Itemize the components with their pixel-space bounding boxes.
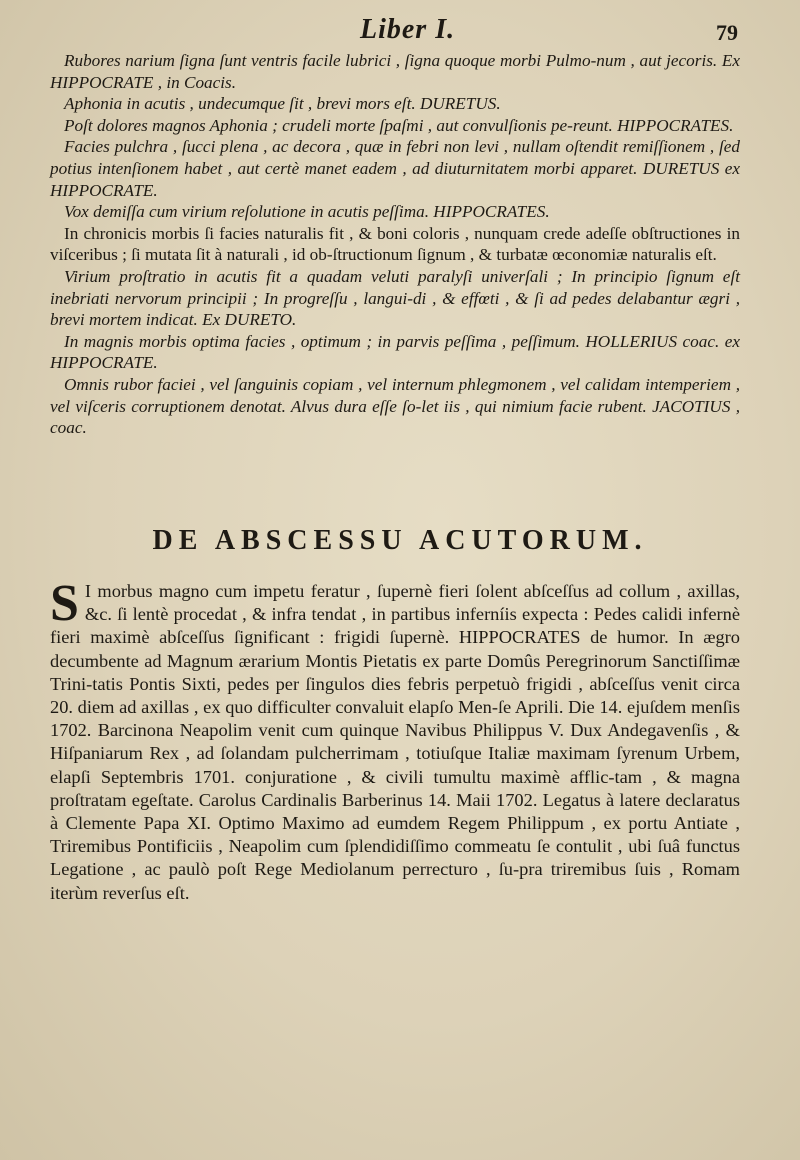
page-number: 79	[716, 20, 738, 45]
paragraph-rubores: Rubores narium ſigna ſunt ventris facile lubrici , ſigna quoque morbi Pulmo-num , aut jecoris. Ex HIPPOCRATE , in Coacis.	[50, 51, 740, 92]
paragraph-chronicis: In chronicis morbis ſi facies naturalis fit , & boni coloris , nunquam crede adeſſe obſtructiones in viſceribus ; ſi mutata ſit à naturali , id ob-ſtructionum ſignum , & turbatæ œconomiæ naturalis eſt.	[50, 223, 740, 265]
paragraph-post-dolores: Poſt dolores magnos Aphonia ; crudeli morte ſpaſmi , aut convulſionis pe-reunt. HIPPOCRATES.	[64, 115, 734, 135]
aphorisms-section	[50, 50, 740, 439]
paragraph-magnis-morbis: In magnis morbis optima facies , optimum ; in parvis peſſima , peſſimum. HOLLERIUS coac. ex HIPPOCRATE.	[50, 331, 740, 373]
paragraph-omnis-rubor: Omnis rubor faciei , vel ſanguinis copiam , vel internum phlegmonem , vel calidam intemperiem , vel viſceris corruptionem denotat. Alvus dura eſſe ſo-let iis , qui nimium facie rubent. JACOTIUS , coac.	[50, 374, 740, 438]
page-header	[0, 14, 800, 48]
paragraph-aphonia: Aphonia in acutis , undecumque ſit , brevi mors eſt. DURETUS.	[64, 94, 501, 114]
paragraph-virium: Virium proſtratio in acutis fit a quadam veluti paralyſi univerſali ; In principio ſignum eſt inebriati nervorum principii ; In progreſſu , langui-di , & effœti , & ſi ad pedes delabantur ægri , brevi mortem indicat. Ex DURETO.	[50, 266, 740, 330]
paragraph-facies-pulchra: Facies pulchra , ſucci plena , ac decora , quæ in febri non levi , nullam oſtendit remiſſionem , ſed potius intenſionem habet , aut certè manet eadem , ad diuturnitatem morbi apparet. DURETUS ex HIPPOCRATE.	[50, 137, 740, 200]
paragraph-vox-demissa: Vox demiſſa cum virium reſolutione in acutis peſſima. HIPPOCRATES.	[64, 202, 550, 222]
body-text: I morbus magno cum impetu feratur , ſupernè fieri ſolent abſceſſus ad collum , axillas, &c. ſi lentè procedat , & infra tendat , in partibus inferníis expecta : Pedes calidi infernè fieri maximè abſceſſus ſignificant : frigidi ſupernè. HIPPOCRATES de humor. In ægro decumbente ad Magnum ærarium Montis Pietatis ex parte Domûs Peregrinorum Sanctiſſimæ Trini-tatis Pontis Sixti, pedes per ſingulos dies febris perpetuò frigidi , abſceſſus venit circa 20. diem ad axillas , ex quo difficulter convaluit elapſo Men-ſe Aprili. Die 14. ejuſdem menſis 1702. Barcinona Neapolim venit cum quinque Navibus Philippus V. Dux Andegavenſis , & Hiſpaniarum Rex , ad ſolandam pulcherrimam , totiuſque Italiæ maximam ſyrenum Urbem, elapſi Septembris 1701. conjuratione , & civili tumultu maximè afflic-tam , & magna proſtratam egeſtate. Carolus Cardinalis Barberinus 14. Maii 1702. Legatus à latere declaratus à Clemente Papa XI. Optimo Maximo ad eumdem Regem Philippum , ex portu Antiate , Triremibus Pontificiis , Neapolim cum ſplendidiſſimo commeatu ſe contulit , ubi ſuâ functus Legatione , ac paulò poſt Rege Mediolanum perrecturo , ſu-pra triremibus ſuis , Romam iterùm reverſus eſt.	[50, 581, 740, 903]
drop-cap: S	[50, 575, 79, 632]
section-heading: DE ABSCESSU ACUTORUM.	[152, 525, 648, 556]
running-title: Liber I.	[360, 14, 456, 45]
abscess-section	[50, 575, 740, 905]
